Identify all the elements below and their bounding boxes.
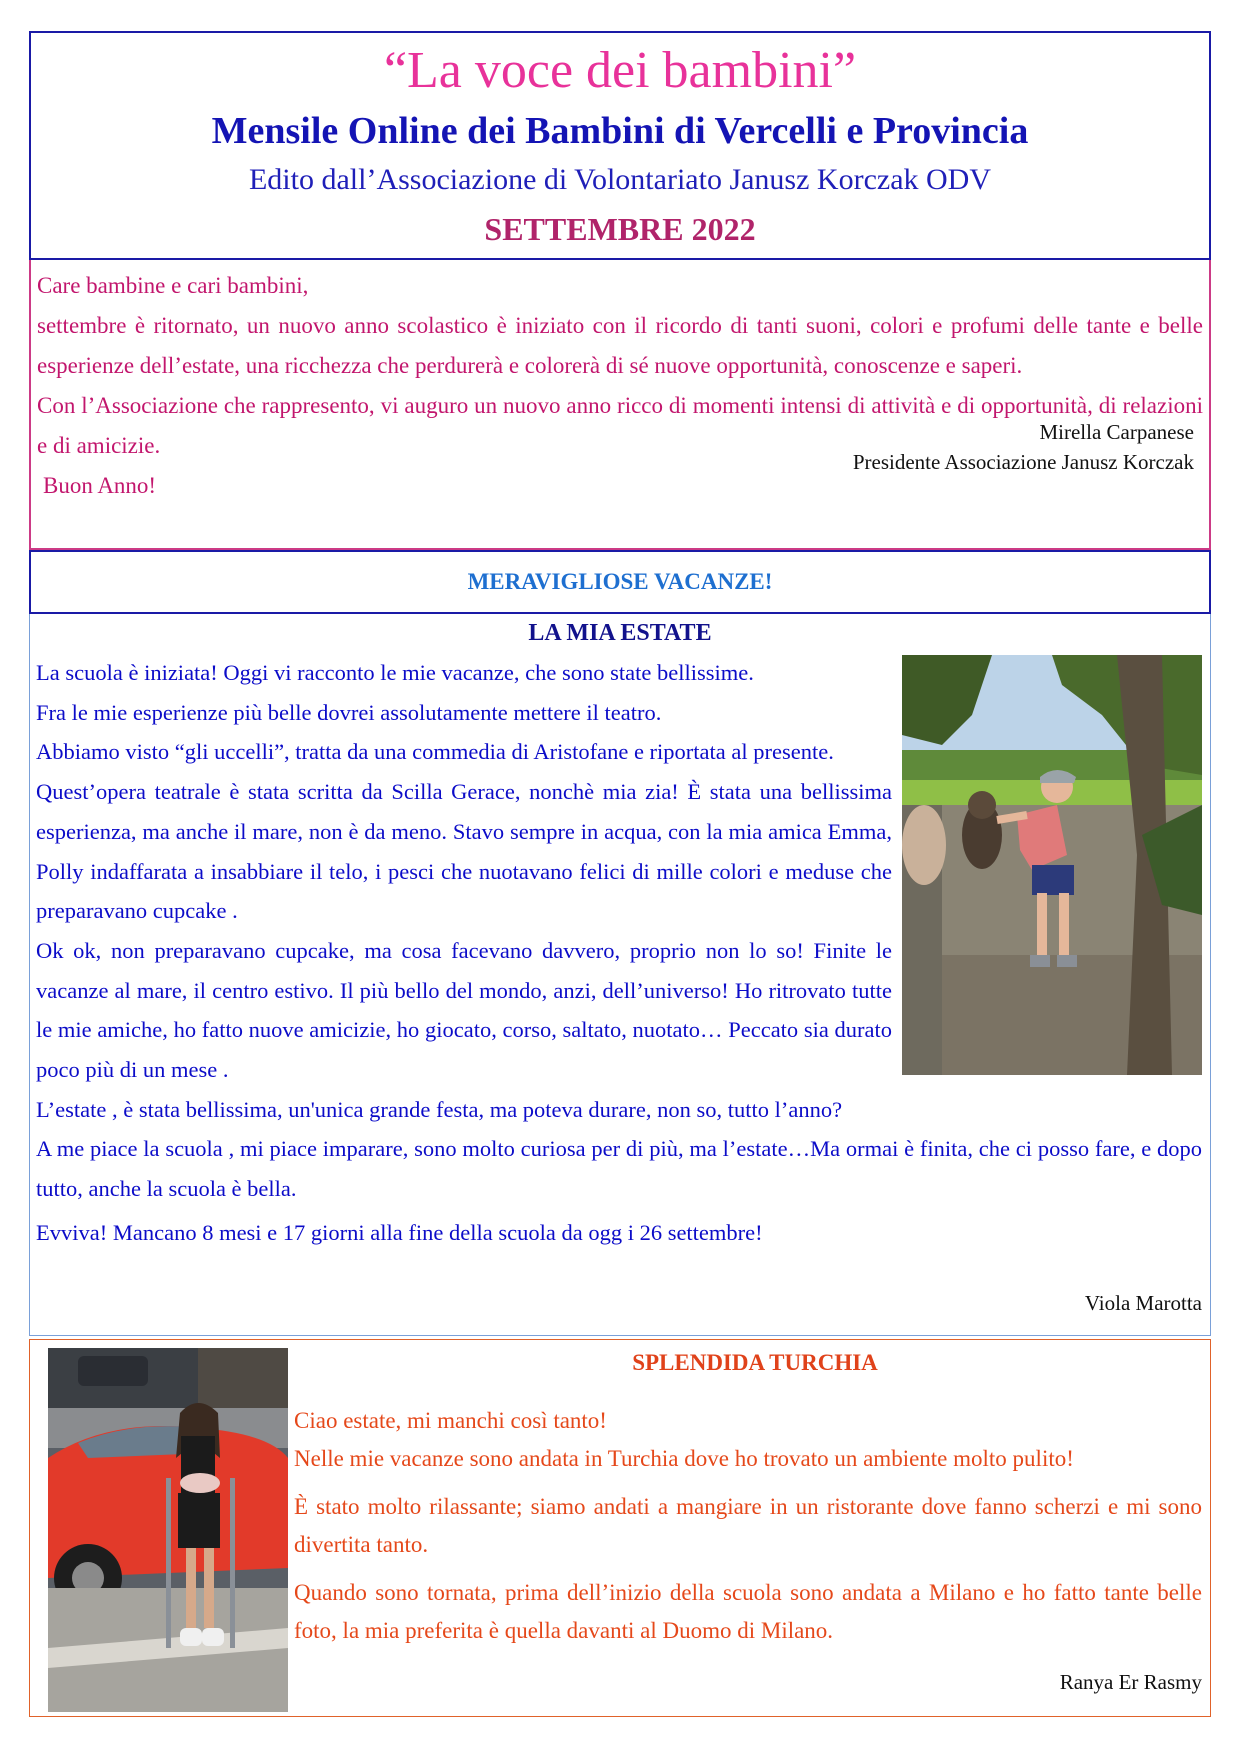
article-line: Ciao estate, mi manchi così tanto! bbox=[294, 1408, 607, 1433]
publisher-line: Edito dall’Associazione di Volontariato Janusz Korczak ODV bbox=[248, 163, 992, 196]
car-photo-image bbox=[48, 1348, 288, 1712]
article-paragraph: La scuola è iniziata! Oggi vi racconto le mie vacanze, che sono state bellissime. bbox=[36, 660, 754, 685]
greeting-closing: Buon Anno! bbox=[43, 473, 157, 498]
article-paragraph: Ok ok, non preparavano cupcake, ma cosa facevano davvero, proprio non lo so! Finite le vacanze al mare, il centro estivo. Il più bello del mondo, anzi, dell’universo! Ho ritrovato tutte le mie amiche, ho fatto nuove amicizie, ho giocato, corso, saltato, nuotato… Peccato sia durato poco più di un mese . bbox=[36, 937, 892, 1083]
article-paragraph: Quando sono tornata, prima dell’inizio della scuola sono andata a Milano e ho fatto tante belle foto, la mia preferita è quella davanti al Duomo di Milano. bbox=[294, 1580, 1202, 1643]
newspaper-subtitle: Mensile Online dei Bambini di Vercelli e Provincia bbox=[211, 110, 1029, 152]
article-author: Viola Marotta bbox=[1084, 1291, 1202, 1315]
signature-name: Mirella Carpanese bbox=[1039, 420, 1194, 444]
signature-role: Presidente Associazione Janusz Korczak bbox=[852, 450, 1194, 474]
car-photo bbox=[48, 1348, 288, 1712]
article-paragraph: Fra le mie esperienze più belle dovrei assolutamente mettere il teatro. bbox=[36, 699, 662, 725]
newspaper-title: “La voce dei bambini” bbox=[383, 42, 857, 99]
article-title: SPLENDIDA TURCHIA bbox=[632, 1350, 878, 1375]
article-body bbox=[294, 1402, 1202, 1660]
article-body bbox=[36, 653, 1202, 1253]
issue-date: SETTEMBRE 2022 bbox=[484, 211, 756, 247]
article-title: LA MIA ESTATE bbox=[528, 620, 712, 646]
owl-photo bbox=[902, 655, 1202, 1075]
article-paragraph: Quest’opera teatrale è stata scritta da Scilla Gerace, nonchè mia zia! È stata una bellissima esperienza, ma anche il mare, non è da meno. Stavo sempre in acqua, con la mia amica Emma, Polly indaffarata a insabbiare il telo, i pesci che nuotavano felici di mille colori e meduse che preparavano cupcake . bbox=[36, 779, 892, 924]
section-banner bbox=[29, 550, 1211, 614]
masthead bbox=[29, 31, 1211, 260]
article-paragraph bbox=[294, 1402, 1202, 1478]
article-last-line: Evviva! Mancano 8 mesi e 17 giorni alla fine della scuola da ogg i 26 settembre! bbox=[36, 1219, 763, 1245]
greeting-salutation: Care bambine e cari bambini, bbox=[37, 273, 309, 298]
greeting-paragraph: settembre è ritornato, un nuovo anno scolastico è iniziato con il ricordo di tanti suoni, colori e profumi delle tante e belle esperienze dell’estate, una ricchezza che perdurerà e colorerà di sé nuove opportunità, conoscenze e saperi. bbox=[37, 313, 1203, 378]
article-la-mia-estate bbox=[29, 614, 1211, 1336]
article-paragraph: È stato molto rilassante; siamo andati a mangiare in un ristorante dove fanno scherzi e mi sono divertita tanto. bbox=[294, 1494, 1202, 1557]
article-line: Nelle mie vacanze sono andata in Turchia dove ho trovato un ambiente molto pulito! bbox=[294, 1446, 1074, 1471]
editorial-greeting bbox=[29, 260, 1211, 550]
article-author: Ranya Er Rasmy bbox=[1059, 1670, 1202, 1694]
article-paragraph: A me piace la scuola , mi piace imparare, sono molto curiosa per di più, ma l’estate…Ma ormai è finita, che ci posso fare, e dopo tutto, anche la scuola è bella. bbox=[36, 1136, 1202, 1202]
article-paragraph: L’estate , è stata bellissima, un'unica grande festa, ma poteva durare, non so, tutto l’anno? bbox=[36, 1096, 843, 1122]
section-title: MERAVIGLIOSE VACANZE! bbox=[467, 569, 773, 594]
article-splendida-turchia bbox=[29, 1339, 1211, 1717]
greeting-paragraph: Con l’Associazione che rappresento, vi auguro un nuovo anno ricco di momenti intensi di attività e di opportunità, di relazioni e di amicizie. bbox=[37, 393, 1203, 458]
owl-photo-image bbox=[902, 655, 1202, 1075]
article-paragraph: Abbiamo visto “gli uccelli”, tratta da una commedia di Aristofane e riportata al presente. bbox=[36, 739, 834, 765]
